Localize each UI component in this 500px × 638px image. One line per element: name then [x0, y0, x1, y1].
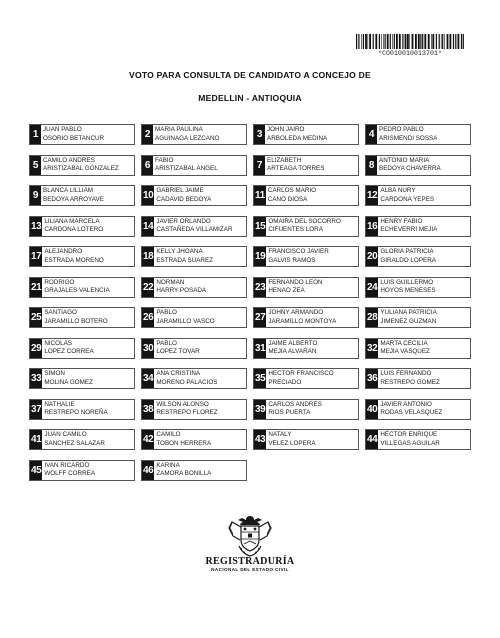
candidate-surnames: WOLFF CORREA: [44, 470, 96, 477]
candidate-option[interactable]: [141, 429, 247, 450]
candidate-number: 17: [30, 247, 42, 266]
candidate-names: [266, 186, 316, 205]
candidate-option[interactable]: [365, 368, 471, 389]
candidate-number: 20: [366, 247, 378, 266]
candidate-surnames: HOYOS MENESES: [380, 287, 436, 294]
candidate-names: [42, 461, 95, 480]
candidate-first-names: KARINA: [156, 461, 180, 469]
candidate-names: [42, 217, 103, 236]
candidate-number: 21: [30, 278, 42, 297]
candidate-number: 30: [142, 339, 154, 358]
candidate-surnames: TOBON HERRERA: [156, 439, 212, 447]
candidate-option[interactable]: [141, 399, 247, 420]
candidate-names: [41, 125, 104, 144]
candidate-first-names: GABRIEL JAIME: [156, 187, 204, 195]
candidate-surnames: AGUINAGA LEZCANO: [155, 134, 220, 142]
candidate-first-names: NORMAN: [156, 278, 185, 286]
candidate-names: [377, 156, 441, 175]
candidate-number: 23: [254, 278, 266, 297]
candidate-option[interactable]: [141, 277, 247, 298]
candidate-names: [42, 369, 93, 388]
candidate-names: [154, 278, 206, 297]
candidate-surnames: LOPEZ TOVAR: [156, 348, 200, 355]
candidate-surnames: MOLINA GOMEZ: [44, 378, 93, 386]
candidate-number: 6: [142, 156, 153, 175]
candidate-first-names: NATALY: [268, 431, 292, 439]
candidate-surnames: GALVIS RAMOS: [268, 256, 316, 264]
candidate-names: [154, 430, 211, 449]
candidate-number: 44: [366, 430, 378, 449]
candidate-option[interactable]: [253, 185, 359, 206]
candidate-number: 33: [30, 369, 42, 388]
candidate-first-names: JOHNY ARMANDO: [268, 309, 324, 317]
candidate-number: 9: [30, 186, 41, 205]
candidate-surnames: MEJIA ALVARAN: [268, 348, 317, 355]
candidate-names: [42, 339, 93, 358]
candidate-number: 22: [142, 278, 154, 297]
candidate-option[interactable]: [29, 399, 135, 420]
candidate-names: [266, 308, 336, 327]
candidate-number: 29: [30, 339, 42, 358]
candidate-option[interactable]: [29, 277, 135, 298]
candidate-surnames: JIMENEZ GUZMAN: [380, 317, 437, 325]
candidate-option[interactable]: [253, 246, 359, 267]
candidate-surnames: RESTREPO GOMEZ: [380, 378, 440, 386]
candidate-option[interactable]: [29, 216, 135, 237]
candidate-first-names: MARTA CECILIA: [380, 339, 428, 347]
candidate-number: 37: [30, 400, 42, 419]
candidate-surnames: GIRALDO LOPERA: [380, 256, 436, 264]
candidate-number: 8: [366, 156, 377, 175]
candidate-names: [154, 461, 211, 480]
candidate-option[interactable]: [141, 185, 247, 206]
candidate-names: [266, 369, 333, 388]
candidate-names: [154, 369, 217, 388]
candidate-first-names: JUAN PABLO: [43, 126, 82, 134]
candidate-first-names: FRANCISCO JAVIER: [268, 248, 329, 256]
candidate-number: 27: [254, 308, 266, 327]
candidate-first-names: JAVIER ANTONIO: [380, 400, 432, 408]
candidate-number: 45: [30, 461, 42, 480]
barcode-bars: [356, 34, 464, 49]
candidate-first-names: OMAIRA DEL SOCORRO: [268, 217, 341, 225]
candidate-first-names: PABLO: [156, 309, 177, 317]
candidate-first-names: JAVIER ORLANDO: [156, 217, 211, 225]
candidate-number: 18: [142, 247, 154, 266]
candidate-surnames: ESTRADA MORENO: [44, 256, 104, 264]
candidate-surnames: CARDONA YEPES: [380, 195, 435, 203]
candidate-names: [266, 278, 322, 297]
ballot-title: VOTO PARA CONSULTA DE CANDIDATO A CONCEJO DE: [129, 70, 371, 80]
candidate-first-names: FABIO: [155, 156, 174, 164]
barcode-number: *CO010010013701*: [377, 50, 442, 57]
candidate-option[interactable]: [29, 185, 135, 206]
candidate-names: [154, 186, 211, 205]
candidate-surnames: ARISTIZABAL ANGEL: [155, 165, 218, 172]
candidate-first-names: ALEJANDRO: [44, 248, 83, 256]
candidate-surnames: ARISMENDI SOSSA: [379, 134, 438, 142]
candidate-names: [265, 125, 327, 144]
candidate-number: 19: [254, 247, 266, 266]
candidate-surnames: HARRY POSADA: [156, 287, 207, 294]
ballot-location: MEDELLIN - ANTIOQUIA: [198, 93, 302, 103]
candidate-option[interactable]: [141, 460, 247, 481]
candidate-first-names: LUIS GUILLERMO: [380, 278, 434, 286]
candidate-names: [266, 339, 317, 358]
candidate-names: [377, 125, 437, 144]
candidate-option[interactable]: [253, 399, 359, 420]
candidate-first-names: HENRY FABIO: [380, 217, 423, 225]
candidate-names: [378, 400, 442, 419]
candidate-option[interactable]: [365, 307, 471, 328]
candidate-names: [42, 400, 107, 419]
candidate-number: 28: [366, 308, 378, 327]
candidate-option[interactable]: [365, 277, 471, 298]
candidate-number: 40: [366, 400, 378, 419]
candidate-surnames: RODAS VELASQUEZ: [380, 409, 443, 416]
candidate-first-names: BLANCA LILLIAM: [43, 187, 94, 195]
candidate-option[interactable]: [29, 460, 135, 481]
candidate-names: [153, 156, 218, 175]
candidate-first-names: JOHN JAIRO: [267, 126, 305, 134]
candidate-names: [41, 186, 104, 205]
candidate-first-names: RODRIGO: [44, 278, 75, 286]
candidate-option[interactable]: [141, 216, 247, 237]
candidate-number: 13: [30, 217, 42, 236]
candidate-number: 32: [366, 339, 378, 358]
candidate-first-names: IVAN RICARDO: [44, 461, 90, 469]
candidate-option[interactable]: [29, 429, 135, 450]
candidate-first-names: CAMILO ANDRES: [43, 156, 95, 164]
candidate-first-names: CARLOS ANDRES: [268, 400, 322, 408]
candidate-option[interactable]: [365, 338, 471, 359]
candidate-surnames: HENAO ZEA: [268, 287, 305, 294]
candidate-option[interactable]: [29, 307, 135, 328]
candidate-option[interactable]: [253, 307, 359, 328]
candidate-surnames: CANO DIOSA: [267, 195, 308, 203]
candidate-names: [153, 125, 219, 144]
candidate-option[interactable]: [365, 216, 471, 237]
candidate-surnames: CASTAÑEDA VILLAMIZAR: [156, 226, 233, 233]
candidate-number: 1: [30, 125, 41, 144]
candidate-first-names: SIMON: [44, 370, 65, 378]
candidate-first-names: LUIS FERNANDO: [380, 370, 432, 378]
candidate-surnames: ARTEAGA TORRES: [267, 165, 325, 172]
candidate-number: 14: [142, 217, 154, 236]
candidate-names: [154, 308, 214, 327]
candidate-number: 7: [254, 156, 265, 175]
candidate-option[interactable]: [253, 124, 359, 145]
candidate-first-names: MARIA PAULINA: [155, 126, 203, 134]
candidate-option[interactable]: [365, 429, 471, 450]
candidate-option[interactable]: [365, 399, 471, 420]
candidate-names: [154, 247, 213, 266]
candidate-number: 25: [30, 308, 42, 327]
candidate-names: [266, 217, 341, 236]
candidate-surnames: RESTREPO FLOREZ: [156, 409, 218, 416]
candidate-names: [378, 430, 440, 449]
candidate-first-names: GLORIA PATRICIA: [380, 248, 434, 256]
candidate-surnames: ECHEVERRI MEJIA: [380, 226, 438, 233]
candidate-number: 36: [366, 369, 378, 388]
candidate-option[interactable]: [29, 155, 135, 176]
candidate-number: 42: [142, 430, 154, 449]
candidate-surnames: JARAMILLO MONTOYA: [268, 317, 337, 325]
candidate-names: [266, 400, 322, 419]
candidate-grid: [29, 124, 477, 481]
candidate-surnames: MEJIA VASQUEZ: [380, 348, 430, 355]
candidate-first-names: ELIZABETH: [267, 156, 302, 164]
candidate-surnames: CIFUENTES LORA: [268, 226, 323, 233]
candidate-option[interactable]: [365, 185, 471, 206]
candidate-first-names: PEDRO PABLO: [379, 126, 424, 134]
candidate-names: [378, 217, 437, 236]
candidate-names: [378, 247, 436, 266]
candidate-surnames: ZAMORA BONILLA: [156, 470, 212, 477]
candidate-surnames: GRAJALES VALENCIA: [44, 287, 110, 294]
candidate-first-names: CAMILO: [156, 431, 181, 439]
candidate-number: 41: [30, 430, 42, 449]
candidate-option[interactable]: [29, 246, 135, 267]
candidate-number: 12: [366, 186, 378, 205]
candidate-surnames: JARAMILLO BOTERO: [44, 317, 108, 325]
candidate-option[interactable]: [253, 216, 359, 237]
candidate-option[interactable]: [365, 246, 471, 267]
candidate-names: [42, 278, 109, 297]
candidate-number: 15: [254, 217, 266, 236]
registraduria-name: REGISTRADURÍA: [205, 556, 295, 567]
candidate-number: 34: [142, 369, 154, 388]
candidate-first-names: CARLOS MARIO: [267, 187, 317, 195]
candidate-first-names: FERNANDO LEON: [268, 278, 323, 286]
candidate-first-names: ALBA NURY: [380, 187, 416, 195]
candidate-names: [41, 156, 119, 175]
candidate-option[interactable]: [365, 155, 471, 176]
candidate-first-names: HÉCTOR ENRIQUE: [380, 431, 438, 439]
candidate-number: 2: [142, 125, 153, 144]
candidate-first-names: ANTONIO MARIA: [379, 156, 430, 164]
candidate-surnames: CARDONA LOTERO: [44, 226, 104, 233]
candidate-first-names: NICOLAS: [44, 339, 72, 347]
barcode: [356, 34, 464, 57]
candidate-option[interactable]: [253, 429, 359, 450]
candidate-surnames: ARISTIZABAL GONZALEZ: [43, 165, 119, 172]
candidate-number: 39: [254, 400, 266, 419]
candidate-names: [378, 308, 436, 327]
candidate-first-names: ANA CRISTINA: [156, 370, 201, 378]
candidate-option[interactable]: [141, 124, 247, 145]
candidate-option[interactable]: [141, 307, 247, 328]
candidate-number: 31: [254, 339, 266, 358]
candidate-option[interactable]: [141, 368, 247, 389]
candidate-names: [42, 308, 107, 327]
coat-of-arms-icon: [224, 514, 276, 558]
candidate-names: [378, 186, 434, 205]
candidate-names: [154, 400, 217, 419]
candidate-option[interactable]: [141, 155, 247, 176]
candidate-first-names: LILIANA MARCELA: [44, 217, 100, 225]
candidate-number: 35: [254, 369, 266, 388]
candidate-surnames: VELEZ LOPERA: [268, 439, 316, 447]
candidate-surnames: PRECIADO: [268, 378, 302, 386]
candidate-first-names: HECTOR FRANCISCO: [268, 370, 334, 378]
candidate-surnames: SANCHEZ SALAZAR: [44, 439, 105, 447]
candidate-first-names: KELLY JHOANA: [156, 248, 203, 256]
candidate-names: [266, 247, 328, 266]
candidate-names: [154, 339, 199, 358]
candidate-number: 5: [30, 156, 41, 175]
candidate-names: [266, 430, 315, 449]
candidate-number: 11: [254, 186, 266, 205]
candidate-surnames: OSORIO BETANCUR: [43, 134, 105, 142]
candidate-names: [378, 339, 430, 358]
candidate-surnames: BEDOYA ARROYAVE: [43, 195, 104, 203]
candidate-surnames: BEDOYA CHAVERRA: [379, 165, 441, 172]
candidate-names: [378, 369, 439, 388]
candidate-surnames: RESTREPO NOREÑA: [44, 409, 108, 416]
candidate-number: 43: [254, 430, 266, 449]
candidate-first-names: NATHALIE: [44, 400, 75, 408]
candidate-number: 16: [366, 217, 378, 236]
candidate-option[interactable]: [141, 338, 247, 359]
candidate-first-names: WILSON ALONSO: [156, 400, 209, 408]
candidate-surnames: MORENO PALACIOS: [156, 378, 218, 386]
candidate-number: 4: [366, 125, 377, 144]
candidate-number: 46: [142, 461, 154, 480]
candidate-surnames: ESTRADA SUAREZ: [156, 256, 214, 264]
candidate-surnames: VILLEGAS AGUILAR: [380, 439, 440, 447]
candidate-option[interactable]: [253, 338, 359, 359]
candidate-names: [42, 430, 105, 449]
candidate-surnames: LOPEZ CORREA: [44, 348, 94, 355]
candidate-option[interactable]: [253, 277, 359, 298]
candidate-option[interactable]: [253, 368, 359, 389]
candidate-surnames: RIOS PUERTA: [268, 409, 311, 416]
candidate-option[interactable]: [29, 124, 135, 145]
candidate-option[interactable]: [29, 338, 135, 359]
candidate-surnames: CADAVID BEDOYA: [156, 195, 212, 203]
candidate-surnames: JARAMILLO VASCO: [156, 317, 215, 325]
candidate-names: [42, 247, 103, 266]
candidate-number: 38: [142, 400, 154, 419]
candidate-surnames: ARBOLEDA MEDINA: [267, 134, 328, 142]
candidate-names: [378, 278, 435, 297]
candidate-option[interactable]: [365, 124, 471, 145]
candidate-number: 3: [254, 125, 265, 144]
candidate-option[interactable]: [29, 368, 135, 389]
candidate-names: [154, 217, 232, 236]
candidate-first-names: YULIANA PATRICIA: [380, 309, 437, 317]
candidate-number: 24: [366, 278, 378, 297]
candidate-first-names: JAIME ALBERTO: [268, 339, 318, 347]
candidate-first-names: PABLO: [156, 339, 177, 347]
candidate-first-names: JUAN CAMILO: [44, 431, 87, 439]
candidate-number: 10: [142, 186, 154, 205]
candidate-option[interactable]: [141, 246, 247, 267]
candidate-option[interactable]: [253, 155, 359, 176]
registraduria-subtitle: NACIONAL DEL ESTADO CIVIL: [211, 567, 289, 572]
candidate-number: 26: [142, 308, 154, 327]
candidate-first-names: SANTIAGO: [44, 309, 77, 317]
candidate-names: [265, 156, 324, 175]
